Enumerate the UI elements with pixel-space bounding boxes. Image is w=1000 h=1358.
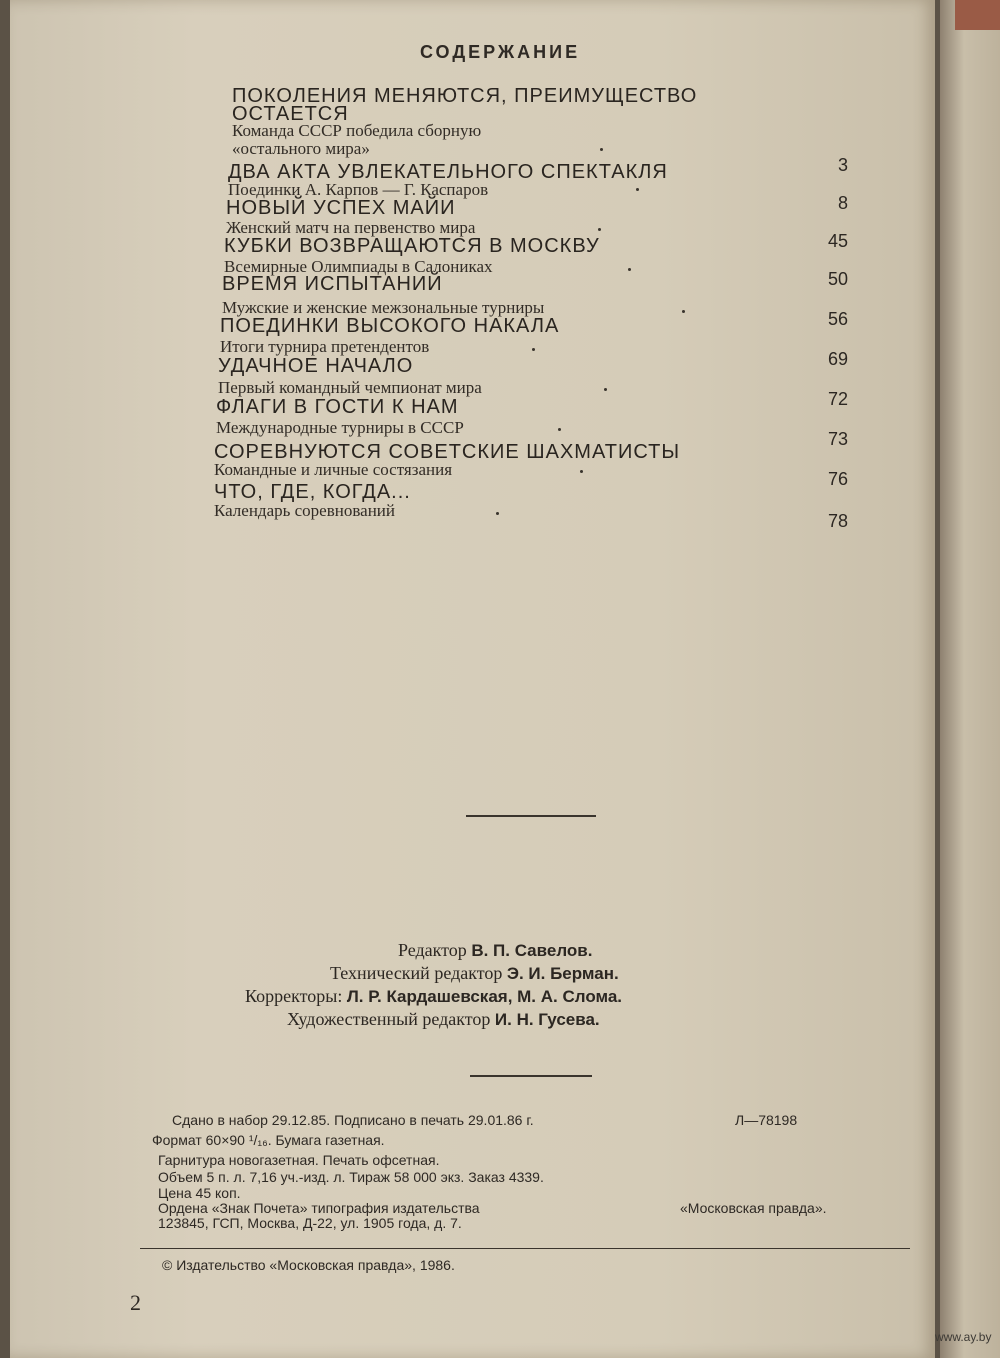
imprint-code: Л—78198 bbox=[735, 1112, 798, 1128]
toc-page-number: 8 bbox=[837, 193, 848, 213]
toc-heading-continued: ОСТАЕТСЯ bbox=[232, 103, 349, 125]
toc-page-number: 76 bbox=[827, 469, 848, 489]
credit-name: Э. И. Берман. bbox=[506, 964, 619, 983]
toc-page-number: 3 bbox=[837, 155, 848, 175]
leader-dot bbox=[604, 388, 607, 391]
toc-page-number: 72 bbox=[827, 389, 848, 409]
credit-name: И. Н. Гусева. bbox=[494, 1010, 600, 1029]
toc-heading: КУБКИ ВОЗВРАЩАЮТСЯ В МОСКВУ bbox=[224, 235, 600, 257]
toc-heading: ДВА АКТА УВЛЕКАТЕЛЬНОГО СПЕКТАКЛЯ bbox=[228, 161, 668, 183]
footer-rule bbox=[140, 1248, 910, 1249]
watermark: www.ay.by bbox=[935, 1330, 992, 1344]
leader-dot bbox=[496, 512, 499, 515]
leader-dot bbox=[580, 470, 583, 473]
toc-subtitle: Женский матч на первенство мира bbox=[226, 218, 476, 237]
leader-dot bbox=[628, 268, 631, 271]
credit-label: Корректоры: bbox=[245, 986, 343, 1006]
imprint-line: Объем 5 п. л. 7,16 уч.-изд. л. Тираж 58 000 экз. Заказ 4339. bbox=[158, 1169, 544, 1185]
toc-page-number: 45 bbox=[827, 231, 848, 251]
toc-heading: ФЛАГИ В ГОСТИ К НАМ bbox=[216, 396, 459, 418]
toc-heading: ПОЕДИНКИ ВЫСОКОГО НАКАЛА bbox=[220, 315, 560, 337]
credit-editor bbox=[398, 940, 592, 961]
leader-dot bbox=[532, 348, 535, 351]
credit-tech-editor bbox=[330, 963, 619, 984]
credit-label: Редактор bbox=[398, 940, 467, 960]
toc-heading: НОВЫЙ УСПЕХ МАЙИ bbox=[226, 197, 456, 219]
toc-page-number: 69 bbox=[827, 349, 848, 369]
toc-heading: ПОКОЛЕНИЯ МЕНЯЮТСЯ, ПРЕИМУЩЕСТВО bbox=[232, 85, 698, 107]
credit-proofreaders bbox=[245, 986, 622, 1007]
credit-label: Художественный редактор bbox=[287, 1009, 491, 1029]
leader-dot bbox=[682, 310, 685, 313]
imprint-line: Гарнитура новогазетная. Печать офсетная. bbox=[158, 1152, 440, 1168]
toc-heading: ВРЕМЯ ИСПЫТАНИЙ bbox=[222, 273, 443, 295]
copyright-line: © Издательство «Московская правда», 1986. bbox=[162, 1257, 455, 1273]
toc-page-number: 73 bbox=[827, 429, 848, 449]
leader-dot bbox=[558, 428, 561, 431]
toc-subtitle: Календарь соревнований bbox=[214, 501, 395, 520]
divider-rule bbox=[466, 815, 596, 817]
toc-subtitle: Всемирные Олимпиады в Салониках bbox=[224, 257, 493, 276]
toc-page-number: 56 bbox=[827, 309, 848, 329]
leader-dot bbox=[636, 188, 639, 191]
toc-page-number: 78 bbox=[827, 511, 848, 531]
toc-subtitle: Мужские и женские межзональные турниры bbox=[222, 298, 545, 317]
credit-name: Л. Р. Кардашевская, М. А. Слома. bbox=[346, 987, 623, 1006]
toc-subtitle: Итоги турнира претендентов bbox=[220, 337, 430, 356]
credit-label: Технический редактор bbox=[330, 963, 503, 983]
toc-subtitle: Первый командный чемпионат мира bbox=[218, 378, 482, 397]
toc-subtitle-continued: «остального мира» bbox=[232, 139, 370, 158]
page-number: 2 bbox=[130, 1290, 141, 1315]
toc-page-number: 50 bbox=[827, 269, 848, 289]
toc-heading: УДАЧНОЕ НАЧАЛО bbox=[218, 355, 414, 377]
imprint-line: «Московская правда». bbox=[680, 1200, 827, 1216]
credit-name: В. П. Савелов. bbox=[471, 941, 593, 960]
book-cover-corner bbox=[955, 0, 1000, 30]
toc-heading: ЧТО, ГДЕ, КОГДА... bbox=[214, 481, 411, 503]
next-page-edge bbox=[940, 0, 1000, 1358]
credit-art-editor bbox=[287, 1009, 600, 1030]
imprint-line: Цена 45 коп. bbox=[158, 1185, 241, 1201]
leader-dot bbox=[600, 148, 603, 151]
imprint-line: 123845, ГСП, Москва, Д-22, ул. 1905 года, д. 7. bbox=[158, 1215, 462, 1231]
toc-subtitle: Команда СССР победила сборную bbox=[232, 121, 482, 140]
leader-dot bbox=[598, 228, 601, 231]
imprint-line: Сдано в набор 29.12.85. Подписано в печать 29.01.86 г. bbox=[172, 1112, 534, 1128]
divider-rule bbox=[470, 1075, 592, 1077]
imprint-line: Ордена «Знак Почета» типография издательства bbox=[158, 1200, 480, 1216]
toc-subtitle: Поединки А. Карпов — Г. Каспаров bbox=[228, 180, 489, 199]
imprint-line: Формат 60×90 ¹/₁₆. Бумага газетная. bbox=[152, 1132, 385, 1148]
toc-subtitle: Международные турниры в СССР bbox=[216, 418, 464, 437]
toc-heading: СОРЕВНУЮТСЯ СОВЕТСКИЕ ШАХМАТИСТЫ bbox=[214, 441, 681, 463]
toc-title: СОДЕРЖАНИЕ bbox=[420, 42, 581, 62]
toc-subtitle: Командные и личные состязания bbox=[214, 460, 453, 479]
